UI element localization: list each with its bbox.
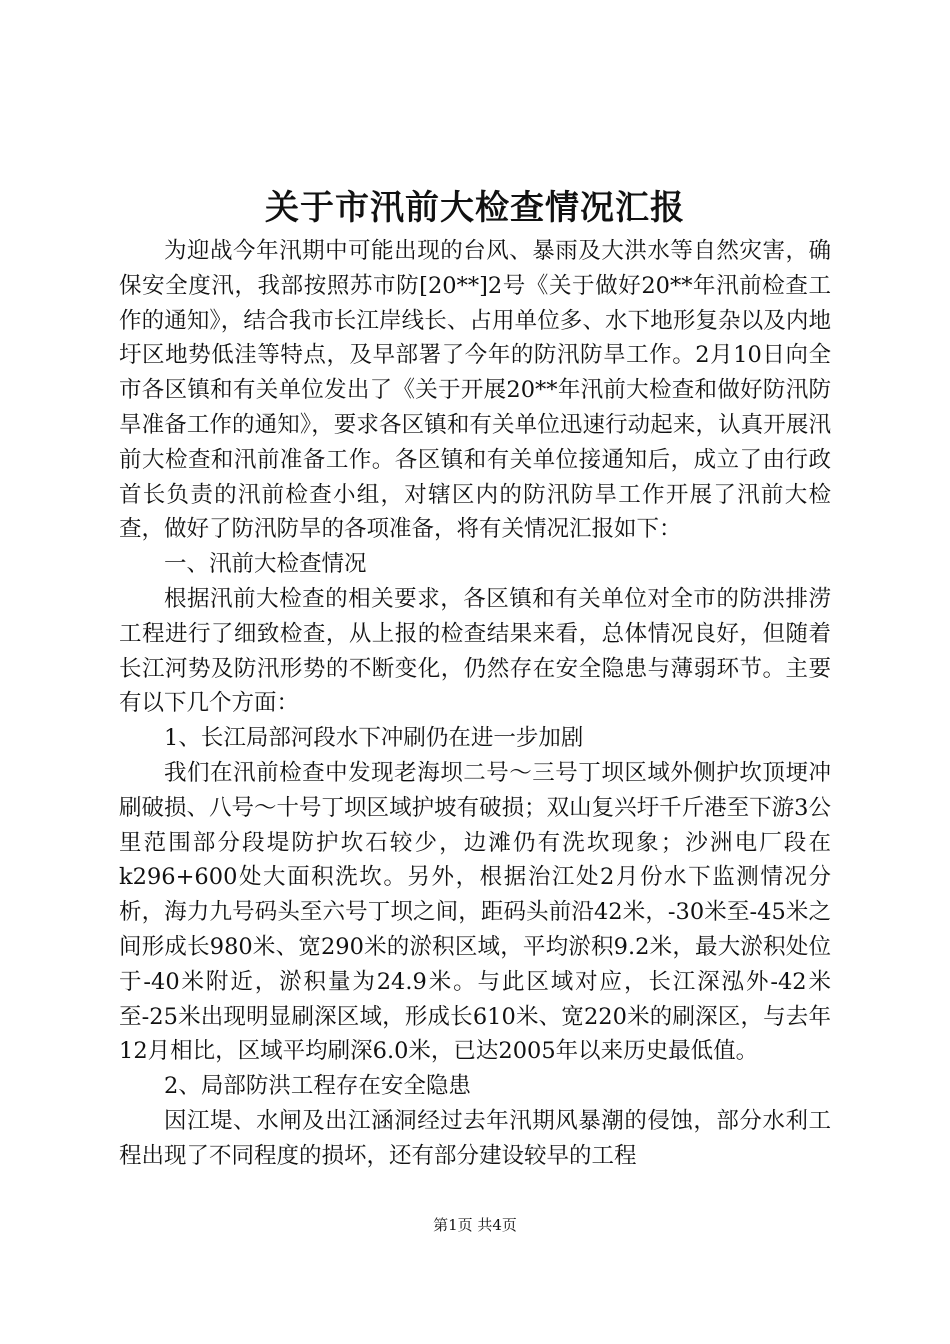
subheading-flood-control-hazards: 2、局部防洪工程存在安全隐患 — [164, 1073, 471, 1100]
section-heading-inspection: 一、汛前大检查情况 — [164, 551, 367, 578]
page-number: 第1页 共4页 — [433, 1216, 517, 1234]
subheading-river-erosion: 1、长江局部河段水下冲刷仍在进一步加剧 — [164, 725, 584, 752]
paragraph-inspection-summary: 根据汛前大检查的相关要求，各区镇和有关单位对全市的防洪排涝工程进行了细致检查，从上报的检查结果来看，总体情况良好，但随着长江河势及防汛形势的不断变化，仍然存在安全隐患与薄弱环节。主要有以下几个方面： — [119, 585, 831, 717]
paragraph-intro: 为迎战今年汛期中可能出现的台风、暴雨及大洪水等自然灾害，确保安全度汛，我部按照苏市防[20**]2号《关于做好20**年汛前检查工作的通知》，结合我市长江岸线长、占用单位多、水下地形复杂以及内地圩区地势低洼等特点，及早部署了今年的防汛防旱工作。2月10日向全市各区镇和有关单位发出了《关于开展20**年汛前大检查和做好防汛防旱准备工作的通知》，要求各区镇和有关单位迅速行动起来，认真开展汛前大检查和汛前准备工作。各区镇和有关单位接通知后，成立了由行政首长负责的汛前检查小组，对辖区内的防汛防旱工作开展了汛前大检查，做好了防汛防旱的各项准备，将有关情况汇报如下： — [119, 238, 831, 543]
document-body — [119, 234, 831, 1174]
paragraph-river-erosion: 我们在汛前检查中发现老海坝二号～三号丁坝区域外侧护坎顶埂冲刷破损、八号～十号丁坝区域护坡有破损；双山复兴圩千斤港至下游3公里范围部分段堤防护坎石较少，边滩仍有洗坎现象；沙洲电厂段在k296+600处大面积洗坎。另外，根据治江处2月份水下监测情况分析，海力九号码头至六号丁坝之间，距码头前沿42米，-30米至-45米之间形成长980米、宽290米的淤积区域，平均淤积9.2米，最大淤积处位于-40米附近，淤积量为24.9米。与此区域对应，长江深泓外-42米至-25米出现明显刷深区域，形成长610米、宽220米的刷深区，与去年12月相比，区域平均刷深6.0米，已达2005年以来历史最低值。 — [119, 759, 831, 1065]
paragraph-flood-control-hazards: 因江堤、水闸及出江涵洞经过去年汛期风暴潮的侵蚀，部分水利工程出现了不同程度的损坏，还有部分建设较早的工程 — [119, 1107, 831, 1169]
document-title: 关于市汛前大检查情况汇报 — [265, 188, 685, 228]
